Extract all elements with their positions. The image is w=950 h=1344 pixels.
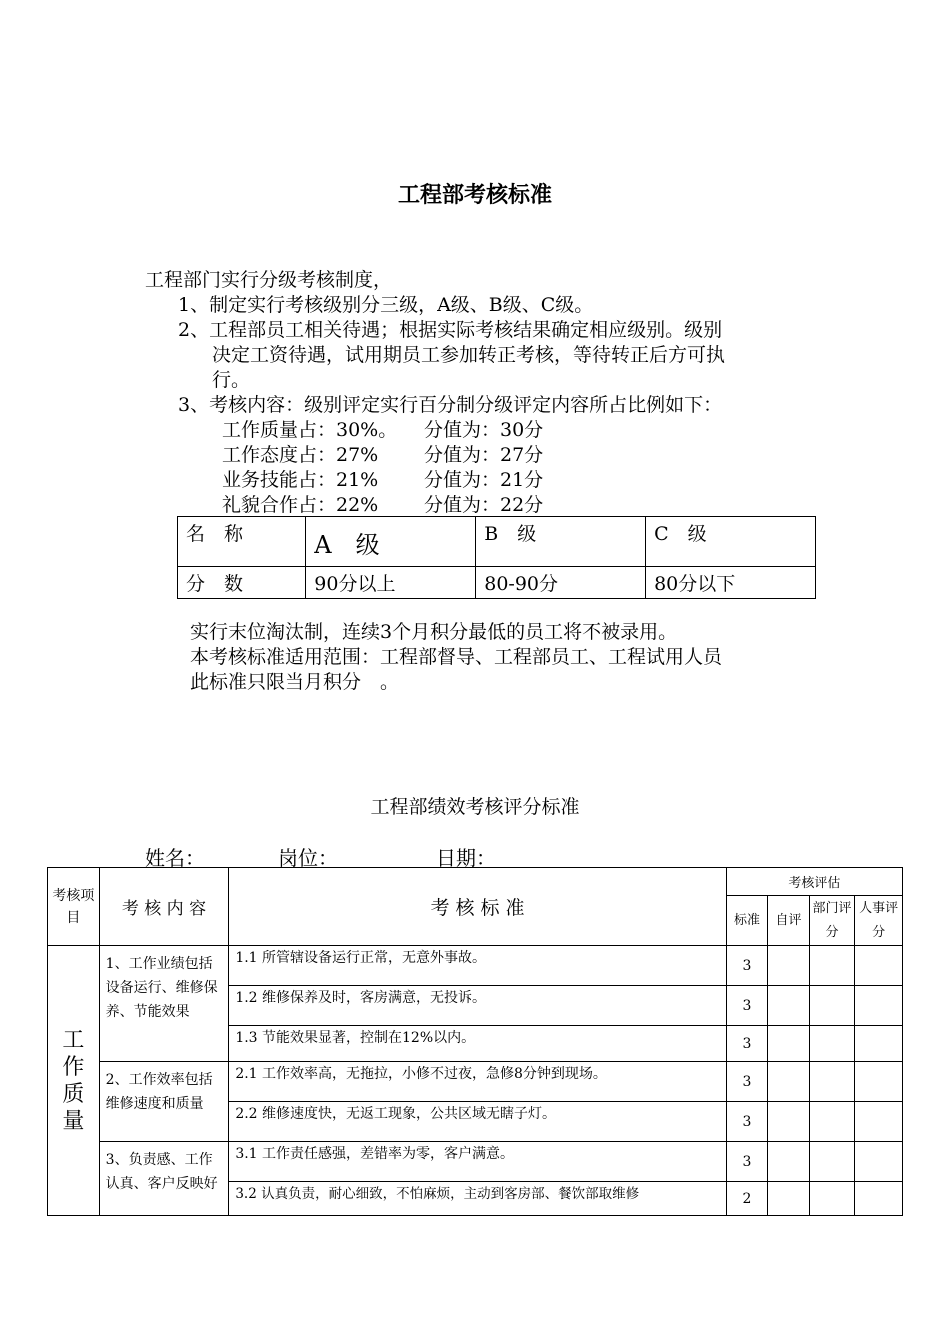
name-label: 姓名： xyxy=(145,846,205,870)
hr-score-cell[interactable] xyxy=(855,1142,903,1182)
header-item: 考核项目 xyxy=(48,868,100,946)
grade-table xyxy=(177,516,816,599)
standard-score: 3 xyxy=(726,1142,768,1182)
hr-score-cell[interactable] xyxy=(855,1026,903,1062)
dept-score-cell[interactable] xyxy=(809,1062,855,1102)
note-monthly: 此标准只限当月积分 。 xyxy=(190,671,400,693)
hr-score-cell[interactable] xyxy=(855,986,903,1026)
self-score-cell[interactable] xyxy=(768,1026,810,1062)
criterion: 1.1 所管辖设备运行正常，无意外事故。 xyxy=(229,946,726,986)
content-group: 1、工作业绩包括设备运行、维修保养、节能效果 xyxy=(99,946,229,1062)
standard-score: 3 xyxy=(726,1102,768,1142)
weight-label: 业务技能占：21% xyxy=(222,469,379,491)
header-evaluation: 考核评估 xyxy=(726,868,902,896)
criterion: 3.2 认真负责，耐心细致，不怕麻烦，主动到客房部、餐饮部取维修 xyxy=(229,1182,726,1216)
weight-label: 工作质量占：30%。 xyxy=(222,419,398,441)
intro-item-3: 3、考核内容：级别评定实行百分制分级评定内容所占比例如下： xyxy=(178,394,723,416)
standard-score: 2 xyxy=(726,1182,768,1216)
standard-score: 3 xyxy=(726,1026,768,1062)
grade-header-a: A 级 xyxy=(306,517,476,567)
self-score-cell[interactable] xyxy=(768,946,810,986)
criterion: 1.3 节能效果显著，控制在12%以内。 xyxy=(229,1026,726,1062)
document-title: 工程部考核标准 xyxy=(397,182,552,208)
criterion: 2.2 维修速度快，无返工现象，公共区域无瞎子灯。 xyxy=(229,1102,726,1142)
standard-score: 3 xyxy=(726,946,768,986)
grade-score-b: 80-90分 xyxy=(476,567,646,599)
header-self-score: 自评 xyxy=(768,896,810,946)
header-hr-score: 人事评分 xyxy=(855,896,903,946)
grade-header-b: B 级 xyxy=(476,517,646,567)
header-standard: 考 核 标 准 xyxy=(229,868,726,946)
intro-item-2-line-2: 决定工资待遇，试用期员工参加转正考核，等待转正后方可执 xyxy=(212,344,726,366)
standard-score: 3 xyxy=(726,1062,768,1102)
performance-table xyxy=(47,867,903,1216)
weight-score: 分值为：21分 xyxy=(424,469,544,491)
intro-lead: 工程部门实行分级考核制度， xyxy=(145,269,393,291)
standard-score: 3 xyxy=(726,986,768,1026)
criterion: 3.1 工作责任感强，差错率为零，客户满意。 xyxy=(229,1142,726,1182)
self-score-cell[interactable] xyxy=(768,1142,810,1182)
grade-header-name: 名 称 xyxy=(178,517,306,567)
grade-score-c: 80分以下 xyxy=(646,567,816,599)
grade-score-a: 90分以上 xyxy=(306,567,476,599)
hr-score-cell[interactable] xyxy=(855,946,903,986)
header-content: 考 核 内 容 xyxy=(99,868,229,946)
content-group: 3、负责感、工作认真、客户反映好 xyxy=(99,1142,229,1216)
dept-score-cell[interactable] xyxy=(809,1182,855,1216)
dept-score-cell[interactable] xyxy=(809,1102,855,1142)
hr-score-cell[interactable] xyxy=(855,1062,903,1102)
hr-score-cell[interactable] xyxy=(855,1182,903,1216)
self-score-cell[interactable] xyxy=(768,1102,810,1142)
intro-item-1: 1、制定实行考核级别分三级，A级、B级、C级。 xyxy=(178,294,594,316)
self-score-cell[interactable] xyxy=(768,1182,810,1216)
grade-row-label: 分 数 xyxy=(178,567,306,599)
intro-item-2-line-1: 2、工程部员工相关待遇；根据实际考核结果确定相应级别。级别 xyxy=(178,319,723,341)
dept-score-cell[interactable] xyxy=(809,1026,855,1062)
weight-score: 分值为：27分 xyxy=(424,444,544,466)
weight-label: 工作态度占：27% xyxy=(222,444,379,466)
criterion: 2.1 工作效率高，无拖拉，小修不过夜，急修8分钟到现场。 xyxy=(229,1062,726,1102)
perf-title: 工程部绩效考核评分标准 xyxy=(370,796,580,818)
weight-score: 分值为：30分 xyxy=(424,419,544,441)
dept-score-cell[interactable] xyxy=(809,986,855,1026)
criterion: 1.2 维修保养及时，客房满意，无投诉。 xyxy=(229,986,726,1026)
date-label: 日期： xyxy=(436,846,496,870)
dept-score-cell[interactable] xyxy=(809,946,855,986)
position-label: 岗位： xyxy=(278,846,338,870)
self-score-cell[interactable] xyxy=(768,986,810,1026)
note-scope: 本考核标准适用范围：工程部督导、工程部员工、工程试用人员 xyxy=(190,646,723,668)
self-score-cell[interactable] xyxy=(768,1062,810,1102)
content-group: 2、工作效率包括维修速度和质量 xyxy=(99,1062,229,1142)
weight-score: 分值为：22分 xyxy=(424,494,544,516)
dept-score-cell[interactable] xyxy=(809,1142,855,1182)
header-standard-score: 标准 xyxy=(726,896,768,946)
header-dept-score: 部门评分 xyxy=(809,896,855,946)
note-elimination: 实行末位淘汰制，连续3个月积分最低的员工将不被录用。 xyxy=(190,621,678,643)
grade-header-c: C 级 xyxy=(646,517,816,567)
hr-score-cell[interactable] xyxy=(855,1102,903,1142)
intro-item-2-line-3: 行。 xyxy=(212,369,251,391)
category-work-quality: 工作质量 xyxy=(48,946,100,1216)
weight-label: 礼貌合作占：22% xyxy=(222,494,379,516)
